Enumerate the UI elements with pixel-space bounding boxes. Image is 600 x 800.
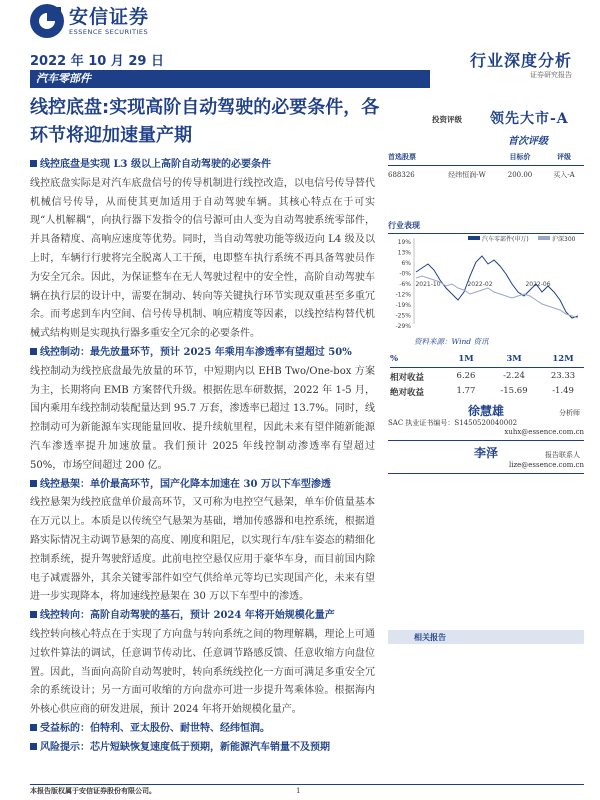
returns-row-label: 绝对收益 (390, 388, 425, 398)
stock-header-target: 目标价 (509, 152, 531, 161)
series-hs300-line (416, 276, 578, 318)
x-tick-label: 2022-06 (525, 281, 551, 288)
section-1-heading: 线控底盘是实现 L3 级以上高阶自动驾驶的必要条件 (40, 159, 271, 170)
analyst-name-1: 徐慧雄 (467, 404, 504, 418)
analyst-name-2: 李泽 (473, 446, 498, 460)
report-type: 行业深度分析 (469, 51, 572, 70)
returns-cell: -2.24 (503, 371, 525, 381)
section-4-body: 线控转向核心特点在于实现了方向盘与转向系统之间的物理解耦，理论上可通过软件算法的调试，任意调节传动比、任意调节路感反馈、任意收缩方向盘位置。因此，当面向高阶自动驾驶时，转向系统线控化一方面可满足多重安全冗余的系统设计；另一方面可收缩的方向盘亦可进一步提升驾乘体验。根据海内外核心供应商的研发进展，预计 2024 年将开始规模化量产。 (30, 628, 375, 716)
returns-row-label: 相对收益 (390, 373, 425, 383)
section-4 (30, 607, 375, 720)
y-axis-ticks (395, 239, 411, 330)
returns-header-3m: 3M (506, 354, 522, 364)
footer-divider (30, 784, 584, 785)
report-title: 线控底盘:实现高阶自动驾驶的必要条件，各环节将迎加速量产期 (30, 97, 380, 146)
section-3-body: 线控悬架为线控底盘单价最高环节，又可称为电控空气悬架，单车价值量基本在万元以上。本质是以传统空气悬架为基础，增加传感器和电控系统，根据道路实际情况主动调节悬架的高度、刚度和阻尼，以实现行车/驻车姿态的精细化控制系统，提升驾驶舒适度。此前电控空悬仅应用于豪华车身，而目前国内除电子减震器外，其余关键零部件如空气供给单元等均已实现国产化，未来有望进一步实现降本，将加速线控悬架在 30 万以下车型中的渗透。 (30, 497, 375, 603)
rating-value: 领先大市-A (490, 111, 569, 127)
analyst-email-2[interactable]: lize@essence.com.cn (508, 461, 584, 469)
section-2-heading: 线控制动：最先放量环节，预计 2025 年乘用车渗透率有望超过 50% (40, 346, 352, 358)
returns-table (390, 354, 584, 398)
main-content (30, 156, 375, 758)
preferred-stock-table (388, 152, 584, 180)
returns-cell: 1.77 (456, 386, 476, 396)
section-2 (30, 344, 375, 476)
stock-name: 经纬恒润-W (448, 171, 486, 179)
company-logo (30, 4, 149, 38)
page-number: 1 (296, 787, 301, 795)
section-4-heading: 线控转向：高阶自动驾驶的基石，预计 2024 年将开始规模化量产 (40, 610, 335, 622)
risk-text: 风险提示：芯片短缺恢复速度低于预期，新能源汽车销量不及预期 (40, 741, 330, 753)
sector-label: 汽车零部件 (30, 70, 430, 88)
report-subtype: 证券研究报告 (530, 71, 572, 79)
analyst-role-2: 报告联系人 (545, 451, 580, 459)
bullet-icon (30, 480, 37, 487)
y-tick-label: 19% (397, 239, 411, 246)
legend-label-hs300: 沪深300 (552, 236, 576, 243)
table-row (390, 383, 584, 398)
analyst-block (388, 402, 584, 477)
bullet-icon (30, 160, 37, 167)
returns-header-unit: % (390, 354, 399, 364)
returns-cell: -1.49 (552, 386, 574, 396)
report-date: 2022 年 10 月 29 日 (30, 54, 164, 69)
legend-swatch-hs300 (538, 236, 550, 240)
divider (388, 473, 584, 474)
table-row (390, 368, 584, 383)
y-tick-label: -25% (395, 312, 411, 320)
y-tick-label: -6% (399, 281, 411, 288)
y-tick-label: -12% (395, 291, 411, 299)
stock-header-code: 首选股票 (388, 152, 416, 161)
stock-table-header (388, 152, 584, 166)
returns-cell: -15.69 (500, 386, 528, 396)
section-1 (30, 156, 375, 344)
section-3-heading: 线控悬架：单价最高环节，国产化降本加速在 30 万以下车型渗透 (40, 478, 331, 490)
bullet-icon (30, 724, 37, 731)
table-row (388, 166, 584, 180)
stock-header-name (438, 152, 496, 162)
y-tick-label: -29% (395, 323, 411, 330)
returns-table-header (390, 354, 584, 368)
rating-first-tag: 首次评级 (508, 136, 548, 147)
section-3 (30, 476, 375, 608)
x-tick-label: 2021-10 (415, 281, 441, 288)
x-axis-ticks (415, 281, 550, 288)
divider (388, 440, 584, 441)
analyst-email-1[interactable]: xuhx@essence.com.cn (504, 428, 584, 436)
logo-icon (30, 4, 64, 38)
footer-copyright: 本报告版权属于安信证券股份有限公司。 (30, 786, 156, 795)
logo-chinese-name: 安信证券 (69, 6, 150, 28)
chart-source: 资料来源：Wind 资讯 (414, 337, 489, 346)
rating-label: 投资评级 (432, 115, 462, 124)
returns-header-12m: 12M (552, 354, 574, 364)
chart-legend (468, 235, 576, 243)
stock-rating: 买入-A (553, 171, 575, 179)
risk-notice (30, 739, 375, 758)
bullet-icon (30, 348, 37, 355)
returns-cell: 23.33 (550, 371, 576, 381)
y-tick-label: -19% (395, 302, 411, 309)
analyst-role-1: 分析师 (559, 409, 580, 417)
y-tick-label: 13% (397, 249, 411, 257)
section-2-body: 线控制动为线控底盘最先放量的环节，中短期内以 EHB Two/One-box 方案为主，长期将向 EMB 方案替代升级。根据佐思车研数据，2022 年 1-5 月，国内乘用车线控制动装配量达到 95.7 万套，渗透率已超过 13.7%。同时，线控制动可为新能源车实现能量回收、提升续航里程，因此未来有望伴随新能源汽车渗透率提升加速放量。我们预计 2025 年线控制动渗透率有望超过 50%，市场空间超过 200 亿。 (30, 365, 375, 471)
bullet-icon (30, 743, 37, 750)
related-reports-heading: 相关报告 (388, 630, 584, 644)
beneficiaries (30, 720, 375, 739)
section-1-body: 线控底盘实际是对汽车底盘信号的传导机制进行线控改造，以电信号传导替代机械信号传导，从而使其更加适用于自动驾驶车辆。其核心特点在于可实现“人机解耦”，向执行器下发指令的信号源可由人变为自动驾驶系统零部件，并具备精度、高响应速度等优势。同时，当自动驾驶功能等级迈向 L4 级及以上时，车辆行行驶将完全脱离人工干预，电即整车执行系统不再具备驾驶员作为安全冗余。因此，为保证整车在无人驾驶过程中的安全性，高阶自动驾驶车辆在执行层的设计中，需要在制动、转向等关键执行环节实现双重甚至多重冗余。而考虑到车内空间、信号传导机制、响应精度等因素，以线控结构替代机械式结构则是实现执行器多重安全冗余的必要条件。 (30, 177, 375, 340)
beneficiaries-text: 受益标的：伯特利、亚太股份、耐世特、经纬恒润。 (40, 722, 270, 734)
returns-header-1m: 1M (458, 354, 474, 364)
stock-code: 688326 (388, 171, 415, 179)
logo-english-name: ESSENCE SECURITIES (69, 28, 149, 36)
returns-cell: 6.26 (456, 371, 476, 381)
performance-label: 行业表现 (388, 220, 584, 234)
legend-swatch-industry (468, 236, 480, 240)
legend-label-industry: 汽车零部件(申万) (482, 236, 529, 243)
y-tick-label: -0% (399, 270, 411, 278)
stock-header-rating: 评级 (557, 152, 571, 161)
y-tick-label: 6% (401, 260, 411, 267)
x-tick-label: 2022-02 (467, 281, 493, 288)
bullet-icon (30, 611, 37, 618)
analyst-sac-number: SAC 执业证书编号：S1450520040002 (388, 419, 518, 427)
stock-target-price: 200.00 (507, 171, 533, 179)
industry-performance-chart (388, 234, 584, 334)
